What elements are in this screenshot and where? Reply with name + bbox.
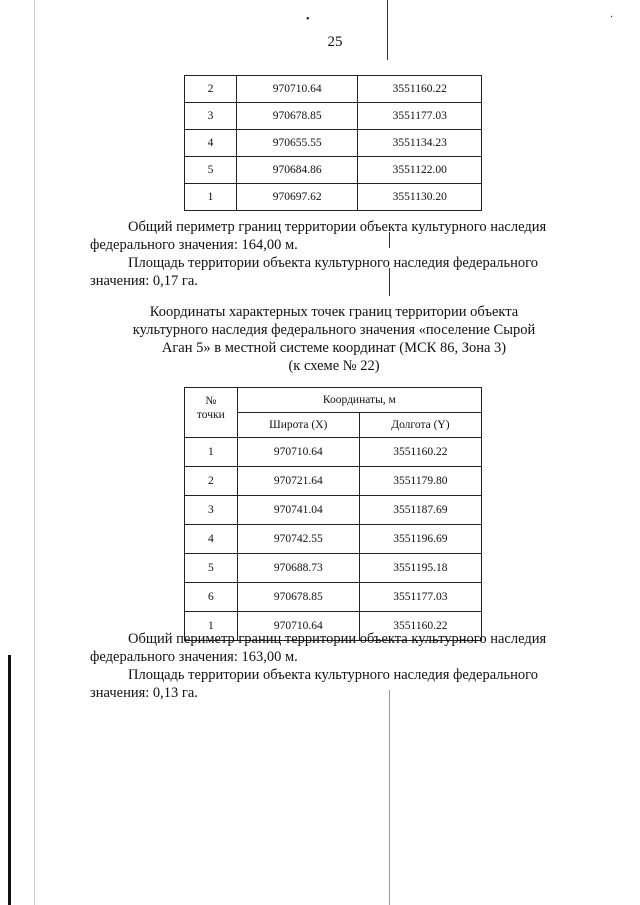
table-row — [185, 438, 482, 467]
longitude-cell: 3551177.03 — [359, 583, 481, 612]
header-point-number — [185, 388, 238, 438]
table-row — [185, 130, 482, 157]
latitude-cell: 970684.86 — [237, 157, 358, 184]
perimeter-text-line: федерального значения: 164,00 м. — [90, 237, 298, 253]
latitude-cell: 970678.85 — [237, 103, 358, 130]
point-number-cell: 2 — [185, 76, 237, 103]
page-number: 25 — [327, 34, 343, 50]
perimeter-text-line: Общий периметр границ территории объекта культурного наследия — [128, 631, 547, 647]
point-number-cell: 5 — [185, 157, 237, 184]
longitude-cell: 3551130.20 — [358, 184, 482, 211]
point-number-cell: 1 — [185, 184, 237, 211]
table-row — [185, 583, 482, 612]
longitude-cell: 3551122.00 — [358, 157, 482, 184]
table-row — [185, 467, 482, 496]
latitude-cell: 970741.04 — [237, 496, 359, 525]
area-text-line: значения: 0,13 га. — [90, 685, 198, 701]
area-text-line: значения: 0,17 га. — [90, 273, 198, 289]
header-longitude: Долгота (Y) — [359, 413, 481, 438]
point-number-cell: 2 — [185, 467, 238, 496]
point-number-cell: 3 — [185, 496, 238, 525]
scan-artifact-line — [389, 690, 390, 905]
area-text-line: Площадь территории объекта культурного наследия федерального — [128, 255, 538, 271]
latitude-cell: 970655.55 — [237, 130, 358, 157]
point-number-cell: 1 — [185, 612, 238, 641]
latitude-cell: 970697.62 — [237, 184, 358, 211]
latitude-cell: 970710.64 — [237, 438, 359, 467]
point-number-cell: 4 — [185, 525, 238, 554]
header-num-symbol: № — [205, 395, 217, 407]
table-row — [185, 76, 482, 103]
longitude-cell: 3551177.03 — [358, 103, 482, 130]
heading-line: Координаты характерных точек границ территории объекта — [149, 304, 519, 320]
area-text-2 — [90, 666, 578, 702]
table-row — [185, 184, 482, 211]
point-number-cell: 5 — [185, 554, 238, 583]
point-number-cell: 1 — [185, 438, 238, 467]
latitude-cell: 970678.85 — [237, 583, 359, 612]
table-row — [185, 103, 482, 130]
longitude-cell: 3551160.22 — [358, 76, 482, 103]
latitude-cell: 970710.64 — [237, 612, 359, 641]
table-row — [185, 525, 482, 554]
area-text-1 — [90, 254, 578, 290]
heading-line: Аган 5» в местной системе координат (МСК 86, Зона 3) — [161, 340, 507, 356]
coordinates-table — [184, 387, 482, 641]
header-coordinates: Координаты, м — [237, 388, 481, 413]
table-row — [185, 157, 482, 184]
latitude-cell: 970721.64 — [237, 467, 359, 496]
scan-artifact-edge — [34, 0, 35, 905]
longitude-cell: 3551179.80 — [359, 467, 481, 496]
perimeter-text-line: Общий периметр границ территории объекта культурного наследия — [128, 219, 547, 235]
scan-mark: · — [610, 12, 614, 23]
longitude-cell: 3551160.22 — [359, 612, 481, 641]
latitude-cell: 970688.73 — [237, 554, 359, 583]
table-row — [185, 496, 482, 525]
section-heading — [90, 303, 578, 375]
scan-mark: • — [306, 14, 310, 25]
point-number-cell: 3 — [185, 103, 237, 130]
table-row — [185, 554, 482, 583]
perimeter-text-1 — [90, 218, 578, 254]
longitude-cell: 3551160.22 — [359, 438, 481, 467]
heading-line: культурного наследия федерального значения «поселение Сырой — [132, 322, 536, 338]
perimeter-text-line: федерального значения: 163,00 м. — [90, 649, 298, 665]
perimeter-text-2 — [90, 630, 578, 666]
latitude-cell: 970710.64 — [237, 76, 358, 103]
longitude-cell: 3551196.69 — [359, 525, 481, 554]
header-num-label: точки — [196, 409, 225, 421]
coordinates-table-continued — [184, 75, 482, 211]
scan-artifact-line — [387, 0, 388, 60]
longitude-cell: 3551187.69 — [359, 496, 481, 525]
longitude-cell: 3551195.18 — [359, 554, 481, 583]
latitude-cell: 970742.55 — [237, 525, 359, 554]
point-number-cell: 6 — [185, 583, 238, 612]
longitude-cell: 3551134.23 — [358, 130, 482, 157]
area-text-line: Площадь территории объекта культурного наследия федерального — [128, 667, 538, 683]
scan-artifact-edge — [8, 655, 11, 905]
heading-line: (к схеме № 22) — [288, 358, 380, 374]
header-latitude: Широта (X) — [237, 413, 359, 438]
point-number-cell: 4 — [185, 130, 237, 157]
